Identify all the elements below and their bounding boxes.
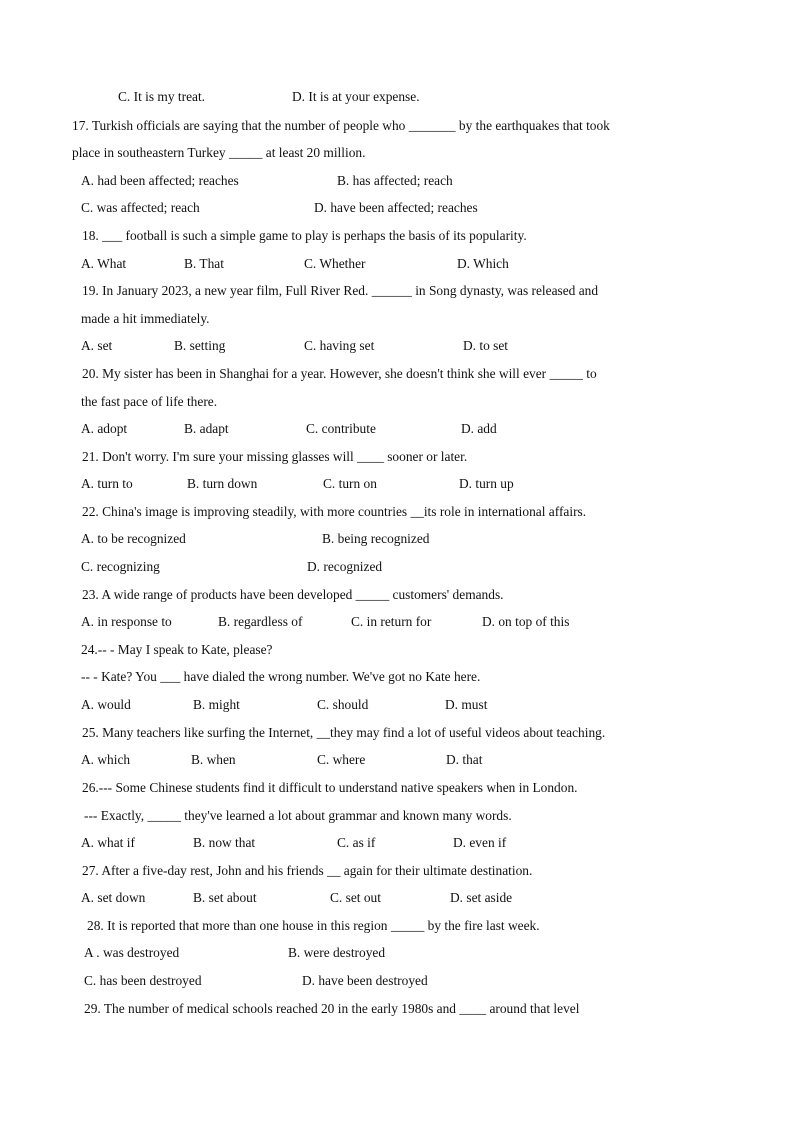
text-line: B. has affected; reach <box>337 173 453 188</box>
text-line: B. set about <box>193 890 257 905</box>
text-line: D. to set <box>463 338 509 353</box>
text-line: C. contribute <box>306 421 376 436</box>
text-line: 24.-- - May I speak to Kate, please? <box>81 642 273 657</box>
text-line: C. turn on <box>323 476 377 491</box>
text-line: 26.--- Some Chinese students find it difficult to understand native speakers when in London. <box>82 780 578 795</box>
text-line: B. being recognized <box>322 531 430 546</box>
text-line: D. must <box>445 697 488 712</box>
text-line: B. were destroyed <box>288 945 386 960</box>
text-line: B. now that <box>193 835 256 850</box>
text-line: D. have been affected; reaches <box>314 200 478 215</box>
text-line: D. It is at your expense. <box>292 89 420 104</box>
text-line: place in southeastern Turkey _____ at least 20 million. <box>72 145 366 160</box>
text-line: D. even if <box>453 835 507 850</box>
text-line: C. It is my treat. <box>118 89 206 104</box>
text-line: C. should <box>317 697 369 712</box>
text-line: 19. In January 2023, a new year film, Full River Red. ______ in Song dynasty, was released and <box>82 283 599 298</box>
text-line: 29. The number of medical schools reached 20 in the early 1980s and ____ around that level <box>84 1001 580 1016</box>
text-line: C. has been destroyed <box>84 973 202 988</box>
text-line: the fast pace of life there. <box>81 394 218 409</box>
text-line: A. what if <box>81 835 135 850</box>
text-line: C. as if <box>337 835 376 850</box>
text-line: C. where <box>317 752 366 767</box>
text-line: A. adopt <box>81 421 128 436</box>
text-line: A. set down <box>81 890 146 905</box>
text-line: 18. ___ football is such a simple game to play is perhaps the basis of its popularity. <box>82 228 527 243</box>
text-line: B. turn down <box>187 476 258 491</box>
text-line: A. which <box>81 752 131 767</box>
text-line: D. recognized <box>307 559 383 574</box>
text-line: B. adapt <box>184 421 229 436</box>
text-line: 23. A wide range of products have been developed _____ customers' demands. <box>82 587 504 602</box>
text-line: B. That <box>184 256 224 271</box>
text-line: 17. Turkish officials are saying that the number of people who _______ by the earthquakes that took <box>72 118 610 133</box>
text-line: A. in response to <box>81 614 172 629</box>
text-line: C. having set <box>304 338 375 353</box>
text-line: A. What <box>81 256 127 271</box>
text-line: B. regardless of <box>218 614 303 629</box>
text-line: A . was destroyed <box>84 945 180 960</box>
text-line: D. on top of this <box>482 614 570 629</box>
text-line: 27. After a five-day rest, John and his friends __ again for their ultimate destination. <box>82 863 533 878</box>
text-line: A. set <box>81 338 113 353</box>
text-line: C. in return for <box>351 614 432 629</box>
text-line: 22. China's image is improving steadily, with more countries __its role in international affairs. <box>82 504 587 519</box>
text-line: 21. Don't worry. I'm sure your missing glasses will ____ sooner or later. <box>82 449 468 464</box>
text-line: B. might <box>193 697 240 712</box>
text-line: -- - Kate? You ___ have dialed the wrong number. We've got no Kate here. <box>81 669 481 684</box>
text-line: A. had been affected; reaches <box>81 173 239 188</box>
text-line: made a hit immediately. <box>81 311 210 326</box>
text-line: C. recognizing <box>81 559 160 574</box>
text-line: D. have been destroyed <box>302 973 428 988</box>
text-line: B. setting <box>174 338 226 353</box>
text-line: C. Whether <box>304 256 366 271</box>
text-line: D. Which <box>457 256 509 271</box>
text-line: 25. Many teachers like surfing the Internet, __they may find a lot of useful videos about teaching. <box>82 725 606 740</box>
text-line: 20. My sister has been in Shanghai for a year. However, she doesn't think she will ever _____ to <box>82 366 597 381</box>
text-line: A. would <box>81 697 131 712</box>
text-line: B. when <box>191 752 236 767</box>
text-line: --- Exactly, _____ they've learned a lot about grammar and known many words. <box>84 808 512 823</box>
text-line: 28. It is reported that more than one house in this region _____ by the fire last week. <box>87 918 540 933</box>
text-line: A. to be recognized <box>81 531 186 546</box>
text-line: D. add <box>461 421 497 436</box>
text-line: D. that <box>446 752 483 767</box>
text-line: C. was affected; reach <box>81 200 200 215</box>
text-line: D. turn up <box>459 476 514 491</box>
text-line: A. turn to <box>81 476 133 491</box>
text-line: D. set aside <box>450 890 513 905</box>
text-line: C. set out <box>330 890 381 905</box>
